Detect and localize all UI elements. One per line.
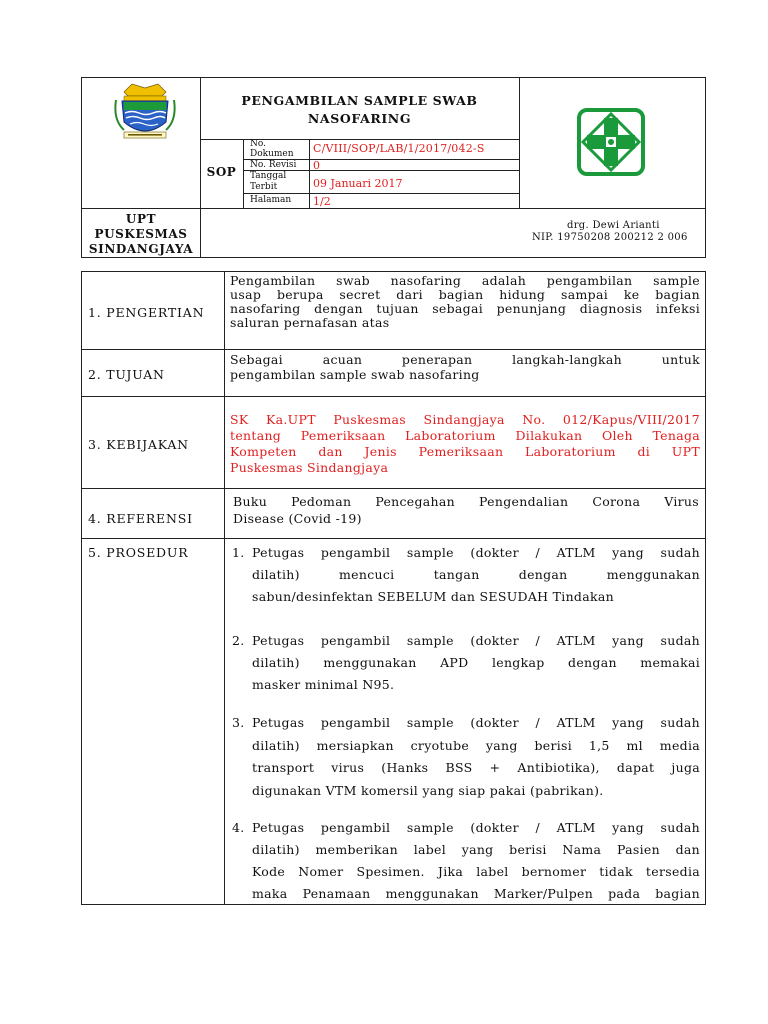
text-tujuan: Sebagai acuan penerapan langkah-langkah untuk pengambilan sample swab nasofaring <box>230 352 700 382</box>
field-label-tanggal-terbit: Tanggal Terbit <box>250 171 287 192</box>
field-value-halaman: 1/2 <box>313 195 331 208</box>
label-tujuan: 2. TUJUAN <box>88 367 165 382</box>
signer-nip: NIP. 19750208 200212 2 006 <box>532 232 688 243</box>
puskesmas-logo <box>575 106 647 178</box>
document-title <box>200 92 519 128</box>
label-pengertian: 1. PENGERTIAN <box>88 305 205 320</box>
procedure-step-number: 3. <box>232 715 245 730</box>
procedure-step-number: 4. <box>232 820 245 835</box>
text-referensi: Buku Pedoman Pencegahan Pengendalian Corona Virus Disease (Covid -19) <box>233 494 699 526</box>
label-referensi: 4. REFERENSI <box>88 511 193 526</box>
field-value-no-revisi: 0 <box>313 159 320 172</box>
text-pengertian: Pengambilan swab nasofaring adalah pengambilan sample usap berupa secret dari bagian hidung sampai ke bagian nasofaring dengan tujuan sebagai penunjang diagnosis infeksi saluran pernafasan atas <box>230 273 700 330</box>
document-title-line2: NASOFARING <box>307 111 412 126</box>
procedure-step-number: 2. <box>232 633 245 648</box>
field-value-no-dokumen: C/VIII/SOP/LAB/1/2017/042-S <box>313 142 485 155</box>
procedure-step: 3. Petugas pengambil sample (dokter / ATLM yang sudah dilatih) mersiapkan cryotube yang berisi 1,5 ml media transport virus (Hanks BSS + Antibiotika), dapat juga digunakan VTM komersil yang siap pakai (pabrikan). <box>232 712 700 802</box>
field-label-no-revisi: No. Revisi <box>250 160 297 170</box>
label-kebijakan: 3. KEBIJAKAN <box>88 437 189 452</box>
organization-name: UPT PUSKESMAS SINDANGJAYA <box>88 212 194 256</box>
procedure-step: 1. Petugas pengambil sample (dokter / ATLM yang sudah dilatih) mencuci tangan dengan menggunakan sabun/desinfektan SEBELUM dan SESUDAH Tindakan <box>232 542 700 608</box>
procedure-step-number: 1. <box>232 545 245 560</box>
text-kebijakan: SK Ka.UPT Puskesmas Sindangjaya No. 012/Kapus/VIII/2017 tentang Pemeriksaan Laboratorium Dilakukan Oleh Tenaga Kompeten dan Jenis Pemeriksaan Laboratorium di UPT Puskesmas Sindangjaya <box>230 412 700 475</box>
signer-name: drg. Dewi Arianti <box>567 220 660 231</box>
field-label-halaman: Halaman <box>250 195 292 205</box>
city-emblem-logo <box>110 80 180 144</box>
procedure-step: 2. Petugas pengambil sample (dokter / ATLM yang sudah dilatih) menggunakan APD lengkap dengan memakai masker minimal N95. <box>232 630 700 696</box>
field-label-no-dokumen: No. Dokumen <box>250 139 294 159</box>
field-value-tanggal-terbit: 09 Januari 2017 <box>313 177 403 190</box>
procedure-step: 4. Petugas pengambil sample (dokter / ATLM yang sudah dilatih) memberikan label yang berisi Nama Pasien dan Kode Nomer Spesimen. Jika label bernomer tidak tersedia maka Penamaan menggunakan Marker/Pulpen pada bagian <box>232 817 700 905</box>
document-title-line1: PENGAMBILAN SAMPLE SWAB <box>241 93 478 108</box>
sop-label: SOP <box>206 165 237 179</box>
label-prosedur: 5. PROSEDUR <box>88 545 189 560</box>
